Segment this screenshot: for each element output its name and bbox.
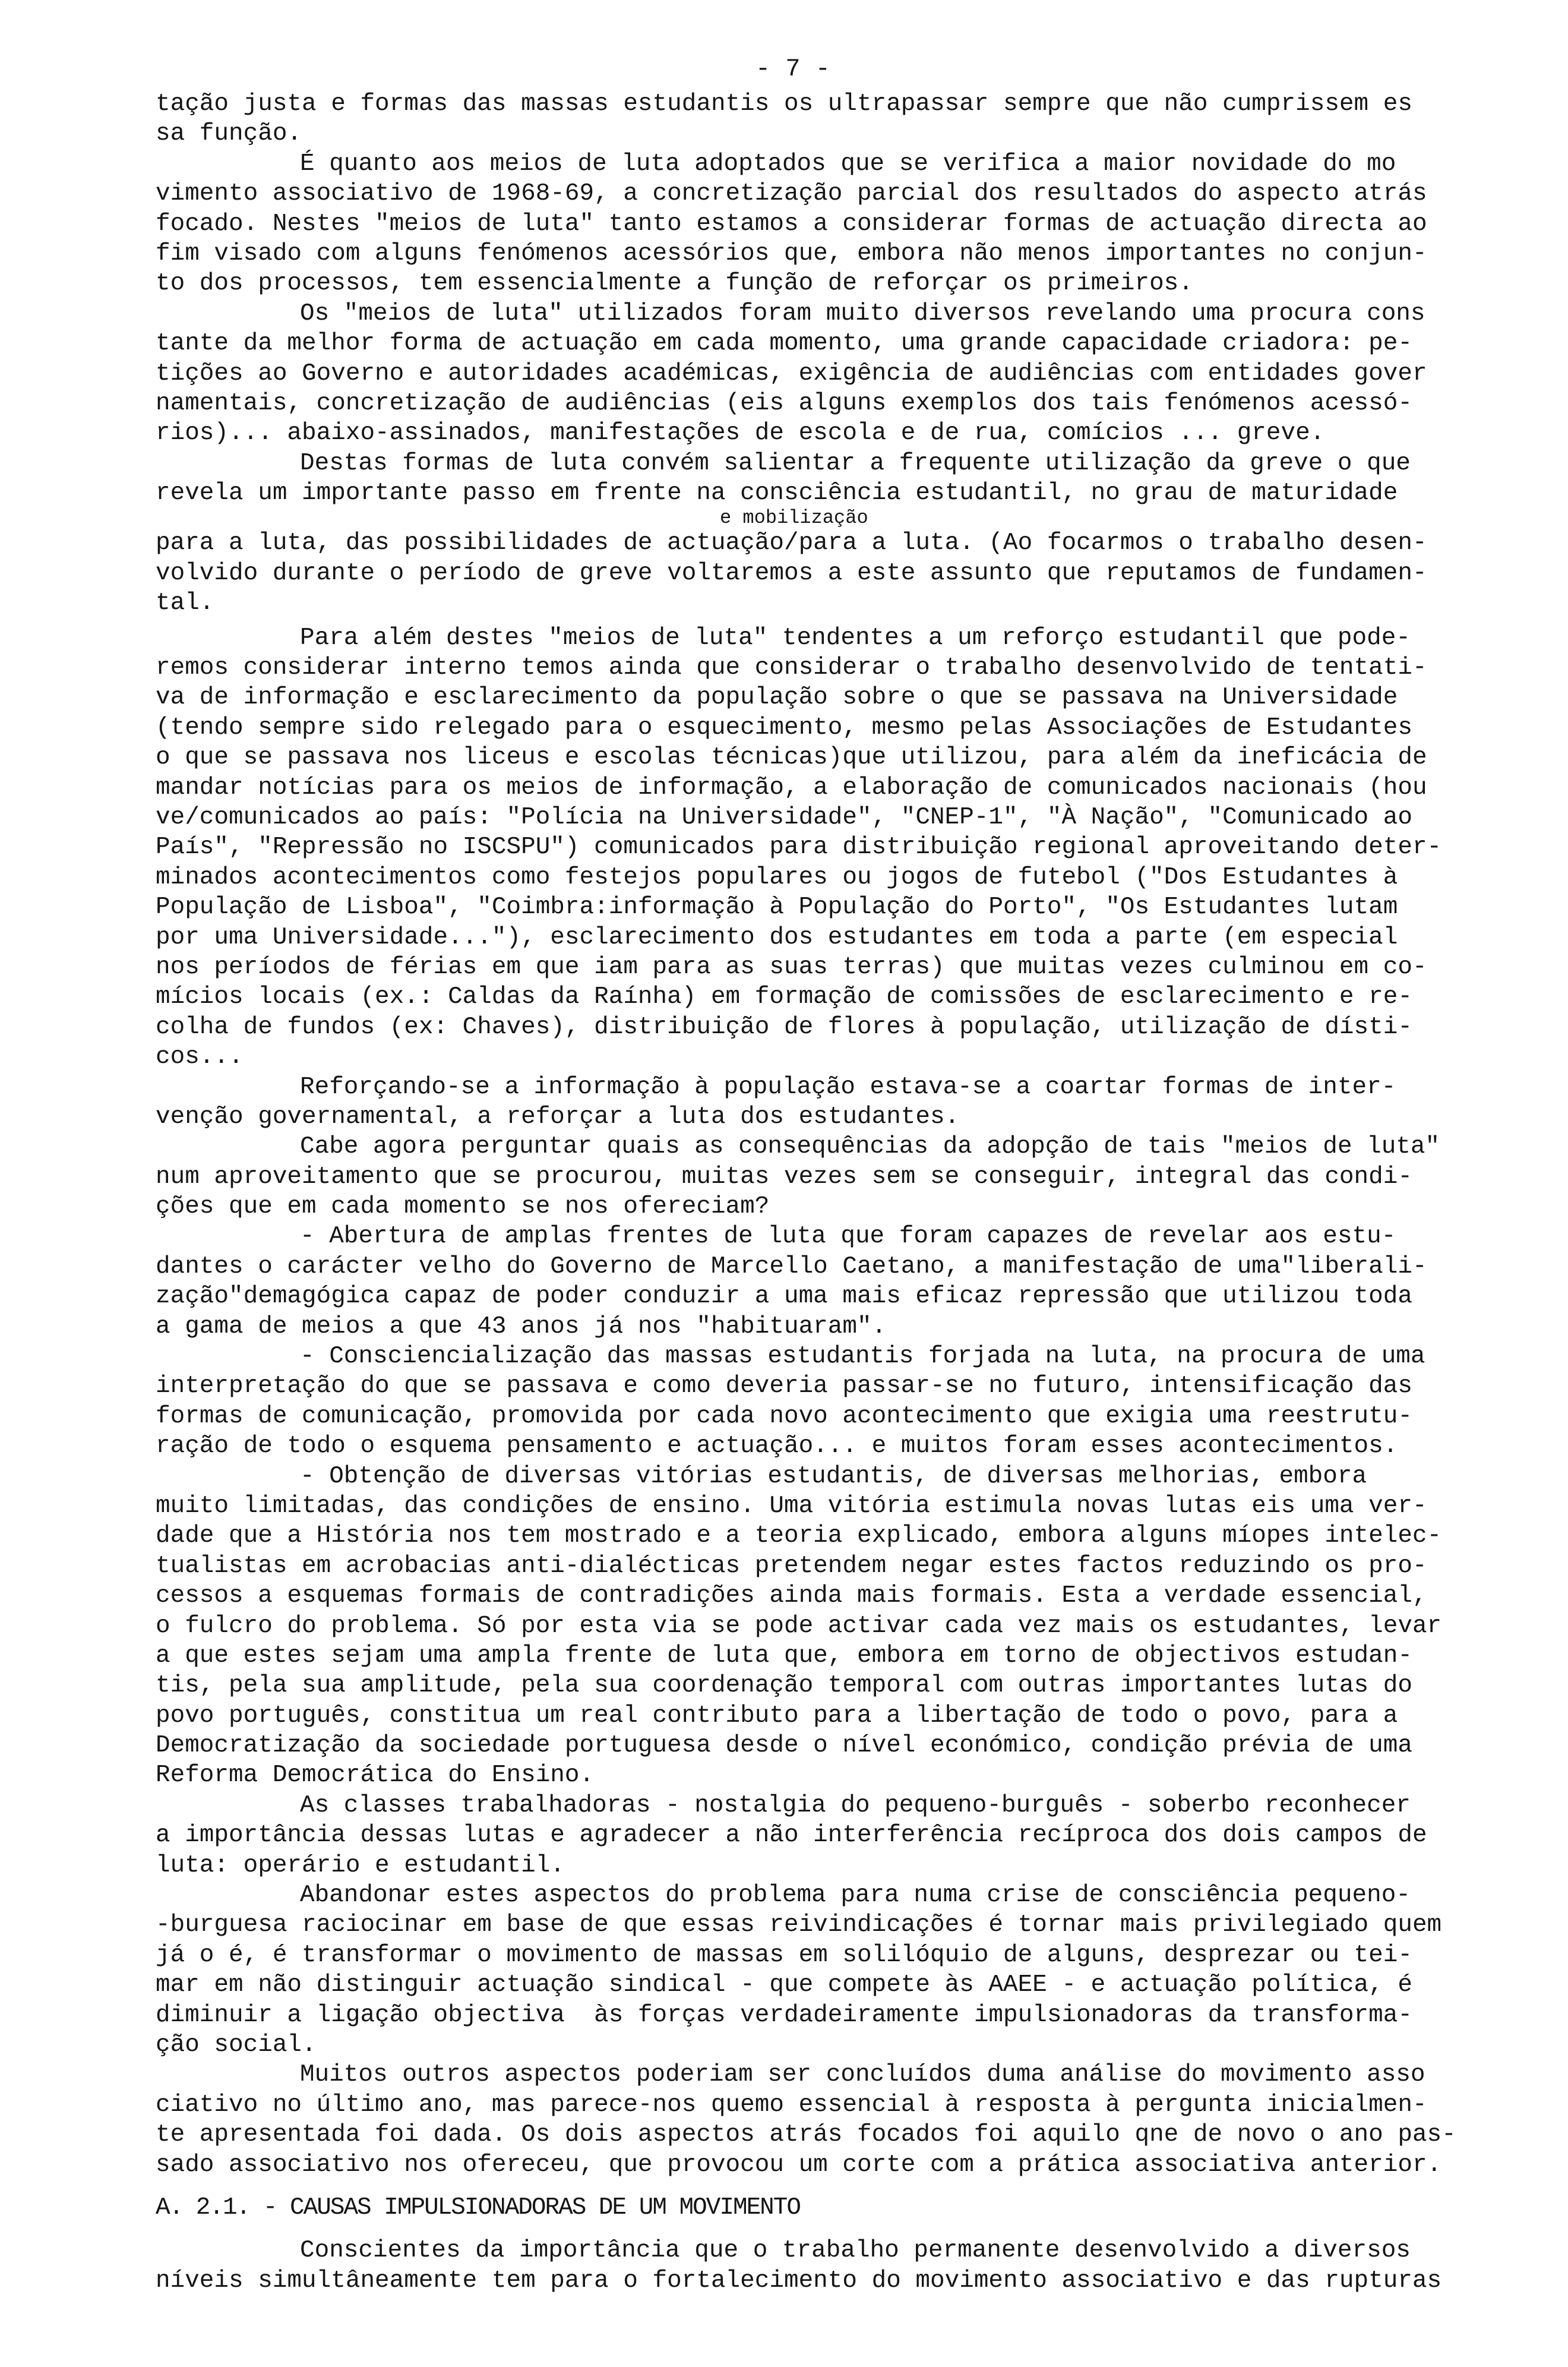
text-line: venção governamental, a reforçar a luta dos estudantes.	[156, 1103, 960, 1131]
paragraph	[156, 2060, 1462, 2180]
text-line: Para além destes "meios de luta" tendentes a um reforço estudantil que pode-	[300, 624, 1411, 652]
text-line: va de informação e esclarecimento da população sobre o que se passava na Universidade	[156, 684, 1398, 712]
text-line: a importância dessas lutas e agradecer a não interferência recíproca dos dois campos de	[156, 1822, 1427, 1850]
text-line: o que se passava nos liceus e escolas técnicas)que utilizou, para além da ineficácia de	[156, 744, 1427, 772]
text-line: As classes trabalhadoras - nostalgia do pequeno-burguês - soberbo reconhecer	[300, 1791, 1411, 1819]
page-number: - 7 -	[755, 55, 831, 83]
text-line: Abandonar estes aspectos do problema para numa crise de consciência pequeno-	[300, 1882, 1411, 1910]
text-line: Reforçando-se a informação à população estava-se a coartar formas de inter-	[300, 1073, 1396, 1101]
section-heading	[156, 2193, 1462, 2223]
text-line: to dos processos, tem essencialmente a função de reforçar os primeiros.	[156, 270, 1193, 298]
paragraph	[156, 1222, 1462, 1342]
text-line: rios)... abaixo-assinados, manifestações de escola e de rua, comícios ... greve.	[156, 419, 1325, 447]
text-line: mandar notícias para os meios de informação, a elaboração de comunicados nacionais (hou	[156, 774, 1427, 801]
text-line: por uma Universidade..."), esclarecimento dos estudantes em toda a parte (em especial	[156, 923, 1398, 951]
text-line: remos considerar interno temos ainda que considerar o trabalho desenvolvido de tentati-	[156, 654, 1427, 682]
text-line: cessos a esquemas formais de contradições ainda mais formais. Esta a verdade essencial,	[156, 1582, 1427, 1610]
paragraph	[156, 623, 1462, 1072]
text-line: focado. Nestes "meios de luta" tanto estamos a considerar formas de actuação directa ao	[156, 210, 1427, 238]
text-line: nos períodos de férias em que iam para as suas terras) que muitas vezes culminou em co-	[156, 953, 1427, 981]
text-line: tições ao Governo e autoridades académicas, exigência de audiências com entidades gover	[156, 359, 1427, 387]
text-line: namentais, concretização de audiências (eis alguns exemplos dos tais fenómenos acessó-	[156, 389, 1412, 417]
heading-text: A. 2.1. - CAUSAS IMPULSIONADORAS DE UM MOVIMENTO	[156, 2194, 800, 2221]
text-line: tualistas em acrobacias anti-dialécticas pretendem negar estes factos reduzindo os pro-	[156, 1552, 1427, 1580]
text-line: revela um importante passo em frente na consciência estudantil, no grau de maturidade	[156, 479, 1398, 507]
paragraph	[156, 1791, 1462, 1880]
text-line: mícios locais (ex.: Caldas da Raínha) em formação de comissões de esclarecimento e re-	[156, 983, 1412, 1011]
text-line: te apresentada foi dada. Os dois aspectos atrás focados foi aquilo qne de novo o ano pas-	[156, 2121, 1456, 2149]
text-line: Reforma Democrática do Ensino.	[156, 1762, 595, 1790]
text-line: ção social.	[156, 2031, 317, 2059]
text-line: formas de comunicação, promovida por cada novo acontecimento que exigia uma reestrutu-	[156, 1402, 1412, 1430]
text-line: tis, pela sua amplitude, pela sua coordenação temporal com outras importantes lutas do	[156, 1672, 1412, 1700]
interlinear-insertion: e mobilização	[720, 507, 868, 529]
text-line: - Obtenção de diversas vitórias estudantis, de diversas melhorias, embora	[300, 1462, 1367, 1490]
text-line: muito limitadas, das condições de ensino. Uma vitória estimula novas lutas eis uma ver-	[156, 1492, 1427, 1520]
text-line: mar em não distinguir actuação sindical - que compete às AAEE - e actuação política, é	[156, 1971, 1412, 1999]
text-line: para a luta, das possibilidades de actuação/para a luta. (Ao focarmos o trabalho desen-	[156, 529, 1427, 557]
text-line: dade que a História nos tem mostrado e a teoria explicado, embora alguns míopes intelec-	[156, 1522, 1442, 1550]
text-line: volvido durante o período de greve voltaremos a este assunto que reputamos de fundamen-	[156, 559, 1427, 587]
text-line: zação"demagógica capaz de poder conduzir a uma mais eficaz repressão que utilizou toda	[156, 1283, 1412, 1311]
text-line: colha de fundos (ex: Chaves), distribuição de flores à população, utilização de dísti-	[156, 1013, 1412, 1041]
text-line: sa função.	[156, 120, 302, 148]
paragraph	[156, 1342, 1462, 1462]
text-line: fim visado com alguns fenómenos acessórios que, embora não menos importantes no conjun-	[156, 239, 1427, 267]
text-line: ciativo no último ano, mas parece-nos quemo essencial à resposta à pergunta inicialmen-	[156, 2091, 1427, 2119]
paragraph	[156, 2236, 1462, 2296]
text-line: sado associativo nos ofereceu, que provocou um corte com a prática associativa anterior.	[156, 2151, 1442, 2179]
text-line: Muitos outros aspectos poderiam ser concluídos duma análise do movimento asso	[300, 2061, 1425, 2089]
text-line: tante da melhor forma de actuação em cada momento, uma grande capacidade criadora: pe-	[156, 330, 1412, 358]
text-line: Democratização da sociedade portuguesa desde o nível económico, condição prévia de uma	[156, 1732, 1412, 1760]
paragraph	[156, 1880, 1462, 2060]
paragraph	[156, 449, 1462, 618]
text-line: Os "meios de luta" utilizados foram muito diversos revelando uma procura cons	[300, 299, 1425, 327]
text-line: a que estes sejam uma ampla frente de luta que, embora em torno de objectivos estudan-	[156, 1642, 1412, 1669]
text-line: diminuir a ligação objectiva às forças verdadeiramente impulsionadoras da transforma-	[156, 2001, 1412, 2029]
text-line: ração de todo o esquema pensamento e actuação... e muitos foram esses acontecimentos.	[156, 1432, 1398, 1460]
text-line: - Abertura de amplas frentes de luta que foram capazes de revelar aos estu-	[300, 1223, 1396, 1251]
text-line: dantes o carácter velho do Governo de Marcello Caetano, a manifestação de uma"liberali-	[156, 1252, 1427, 1280]
text-line: População de Lisboa", "Coimbra:informação à População do Porto", "Os Estudantes lutam	[156, 894, 1398, 921]
text-line: tação justa e formas das massas estudantis os ultrapassar sempre que não cumprissem es	[156, 90, 1412, 118]
text-line: luta: operário e estudantil.	[156, 1851, 565, 1879]
text-line: num aproveitamento que se procurou, muitas vezes sem se conseguir, integral das condi-	[156, 1163, 1412, 1191]
paragraph	[156, 299, 1462, 449]
paragraph	[156, 89, 1462, 149]
text-line: minados acontecimentos como festejos populares ou jogos de futebol ("Dos Estudantes à	[156, 863, 1398, 891]
text-line: a gama de meios a que 43 anos já nos "habituaram".	[156, 1312, 887, 1340]
text-line: cos...	[156, 1043, 244, 1071]
text-line: ve/comunicados ao país: "Polícia na Universidade", "CNEP-1", "À Nação", "Comunicado ao	[156, 803, 1412, 831]
text-line: vimento associativo de 1968-69, a concretização parcial dos resultados do aspecto atrás	[156, 180, 1427, 208]
text-line: (tendo sempre sido relegado para o esquecimento, mesmo pelas Associações de Estudantes	[156, 714, 1412, 741]
text-line: interpretação do que se passava e como deveria passar-se no futuro, intensificação das	[156, 1372, 1412, 1400]
text-line: É quanto aos meios de luta adoptados que se verifica a maior novidade do mo	[300, 150, 1396, 178]
text-line: ções que em cada momento se nos ofereciam?	[156, 1193, 770, 1221]
text-line: - Consciencialização das massas estudantis forjada na luta, na procura de uma	[300, 1343, 1425, 1371]
document-body	[156, 89, 1462, 2296]
text-line: Cabe agora perguntar quais as consequências da adopção de tais "meios de luta"	[300, 1133, 1440, 1161]
paragraph	[156, 1462, 1462, 1791]
paragraph	[156, 1132, 1462, 1222]
text-line: níveis simultâneamente tem para o fortalecimento do movimento associativo e das rupturas	[156, 2267, 1442, 2295]
text-line: Conscientes da importância que o trabalho permanente desenvolvido a diversos	[300, 2237, 1411, 2265]
text-line: o fulcro do problema. Só por esta via se pode activar cada vez mais os estudantes, levar	[156, 1612, 1442, 1640]
text-line: tal.	[156, 589, 214, 617]
paragraph	[156, 1072, 1462, 1132]
text-line: Destas formas de luta convém salientar a frequente utilização da greve o que	[300, 449, 1411, 477]
text-line: País", "Repressão no ISCSPU") comunicados para distribuição regional aproveitando deter-	[156, 834, 1442, 861]
paragraph	[156, 149, 1462, 299]
text-line: povo português, constitua um real contributo para a libertação de todo o povo, para a	[156, 1702, 1398, 1730]
text-line: -burguesa raciocinar em base de que essas reivindicações é tornar mais privilegiado quem	[156, 1911, 1442, 1939]
text-line: já o é, é transformar o movimento de massas em solilóquio de alguns, desprezar ou tei-	[156, 1941, 1412, 1969]
